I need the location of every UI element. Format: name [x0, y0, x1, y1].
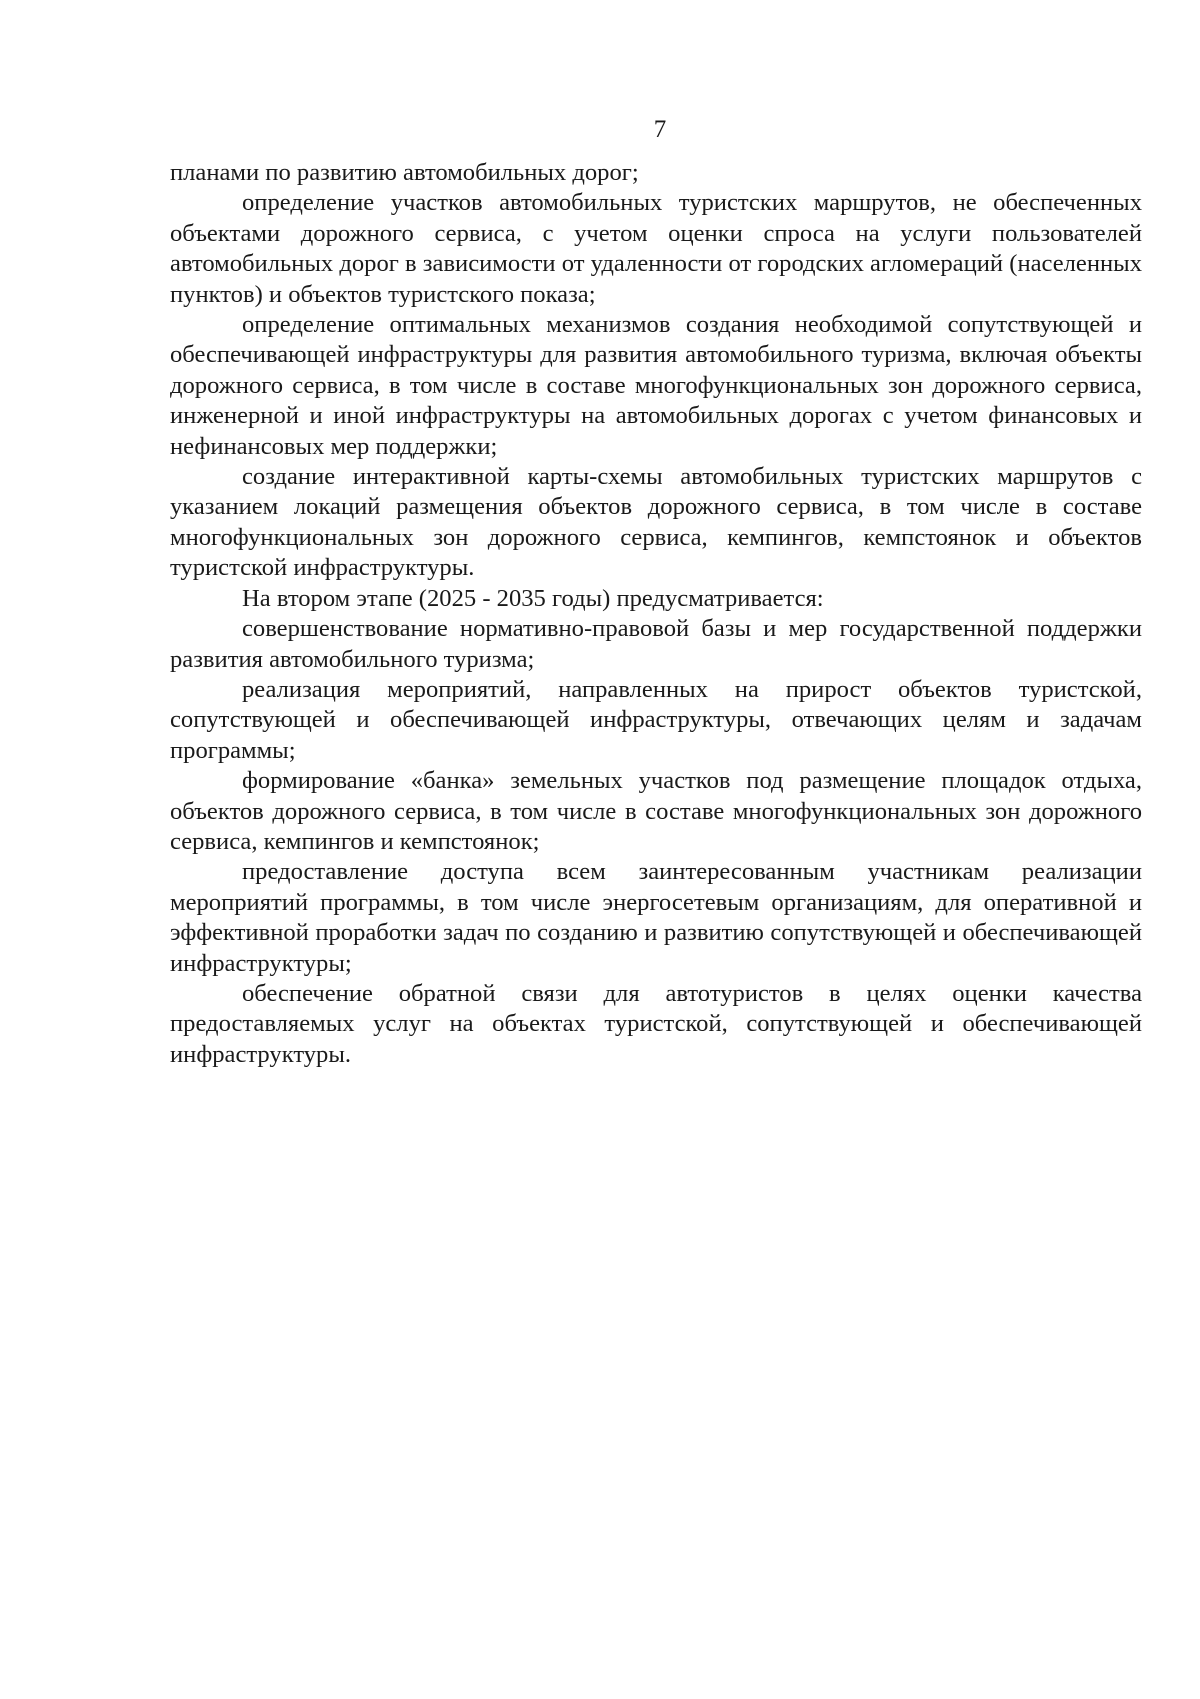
document-body	[170, 158, 1142, 1070]
paragraph-regulatory-base: совершенствование нормативно-правовой базы и мер государственной поддержки развития автомобильного туризма;	[170, 615, 1142, 673]
paragraph-feedback: обеспечение обратной связи для автотуристов в целях оценки качества предоставляемых услуг на объектах туристской, сопутствующей и обеспечивающей инфраструктуры.	[170, 979, 1142, 1068]
paragraph-second-stage: На втором этапе (2025 - 2035 годы) предусматривается:	[242, 584, 824, 612]
paragraph-optimal-mechanisms: определение оптимальных механизмов создания необходимой сопутствующей и обеспечивающей инфраструктуры для развития автомобильного туризма, включая объекты дорожного сервиса, в том числе в составе многофункциональных зон дорожного сервиса, инженерной и иной инфраструктуры на автомобильных дорогах с учетом финансовых и нефинансовых мер поддержки;	[170, 311, 1142, 460]
paragraph-land-bank: формирование «банка» земельных участков под размещение площадок отдыха, объектов дорожного сервиса, в том числе в составе многофункциональных зон дорожного сервиса, кемпингов и кемпстоянок;	[170, 767, 1142, 855]
paragraph-route-sections: определение участков автомобильных туристских маршрутов, не обеспеченных объектами дорожного сервиса, с учетом оценки спроса на услуги пользователей автомобильных дорог в зависимости от удаленности от городских агломераций (населенных пунктов) и объектов туристского показа;	[170, 189, 1142, 308]
page-number: 7	[653, 116, 667, 143]
paragraph-infrastructure-growth: реализация мероприятий, направленных на прирост объектов туристской, сопутствующей и обеспечивающей инфраструктуры, отвечающих целям и задачам программы;	[170, 675, 1142, 764]
paragraph-interactive-map: создание интерактивной карты-схемы автомобильных туристских маршрутов с указанием локаций размещения объектов дорожного сервиса, в том числе в составе многофункциональных зон дорожного сервиса, кемпингов, кемпстоянок и объектов туристской инфраструктуры.	[170, 463, 1142, 582]
paragraph-continuation: планами по развитию автомобильных дорог;	[170, 159, 639, 186]
paragraph-access-provision: предоставление доступа всем заинтересованным участникам реализации мероприятий программы, в том числе энергосетевым организациям, для оперативной и эффективной проработки задач по созданию и развитию сопутствующей и обеспечивающей инфраструктуры;	[170, 858, 1142, 977]
